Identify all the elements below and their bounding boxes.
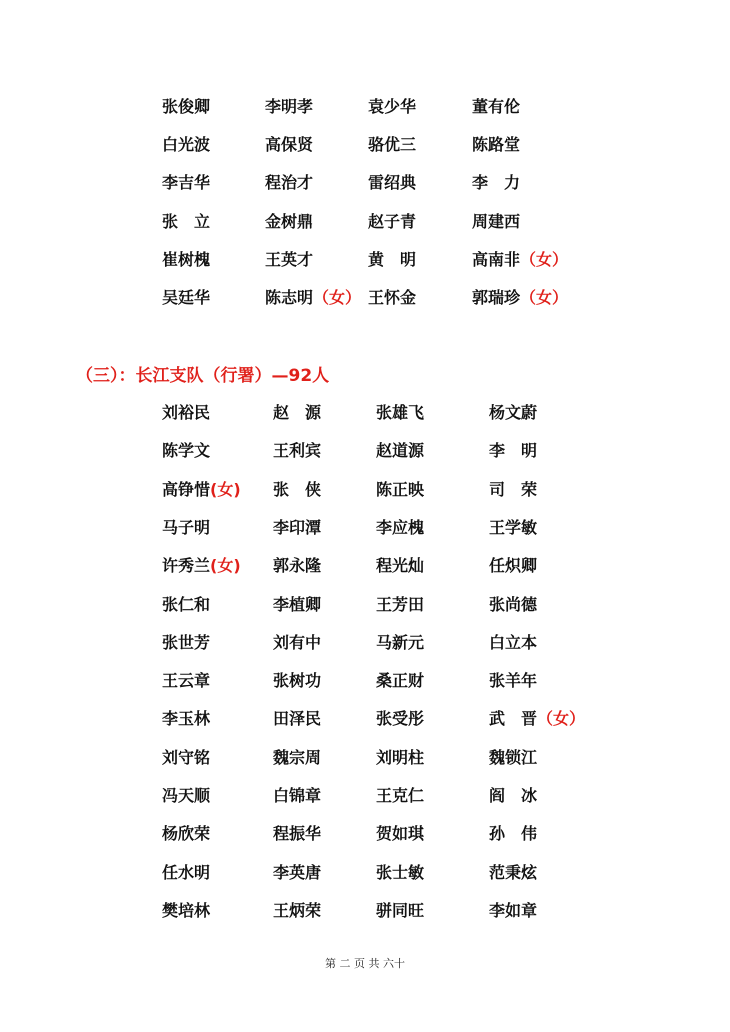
person-name — [273, 592, 321, 618]
section-heading: （三）：长江支队（行署）—92人 — [76, 366, 330, 386]
person-name — [472, 209, 520, 235]
person-name — [162, 515, 210, 541]
person-name — [376, 821, 424, 847]
person-name-text: 雷绍典 — [368, 173, 417, 193]
person-name-text: 张仁和 — [162, 594, 211, 614]
name-row — [0, 860, 730, 886]
person-name — [162, 209, 210, 235]
person-name-text: 张雄飞 — [376, 403, 425, 422]
person-name — [162, 400, 210, 426]
name-row — [0, 132, 730, 158]
person-name-text: 陈学文 — [162, 441, 211, 461]
person-name — [376, 783, 424, 809]
female-marker: (女) — [210, 556, 241, 576]
person-name-text: 王炳荣 — [273, 900, 322, 920]
person-name-text: 李吉华 — [162, 173, 211, 193]
female-marker: （女） — [313, 288, 362, 307]
person-name-text: 金树鼎 — [265, 211, 314, 231]
person-name-text: 桑正财 — [376, 671, 425, 691]
name-row — [0, 553, 730, 579]
person-name-text: 王学敏 — [489, 517, 538, 537]
person-name — [376, 438, 424, 464]
person-name — [162, 630, 210, 656]
person-name-text: 赵道源 — [376, 441, 425, 461]
person-name — [376, 592, 424, 618]
person-name — [489, 553, 537, 579]
person-name — [489, 630, 537, 656]
person-name-text: 李植卿 — [273, 594, 322, 614]
person-name-text: 武 晋 — [489, 709, 538, 729]
person-name — [273, 668, 321, 694]
person-name — [273, 553, 321, 579]
page-footer: 第 二 页 共 六十 — [325, 957, 405, 970]
person-name-text: 李如章 — [489, 900, 538, 920]
person-name-text: 白光波 — [162, 135, 211, 155]
name-row — [0, 668, 730, 694]
person-name — [472, 285, 568, 311]
person-name-text: 杨欣荣 — [162, 824, 211, 844]
person-name-text: 马子明 — [162, 517, 211, 537]
person-name — [265, 170, 313, 196]
person-name — [368, 170, 416, 196]
person-name — [472, 170, 520, 196]
person-name-text: 高铮惜 — [162, 479, 211, 499]
person-name-text: 王利宾 — [273, 441, 322, 461]
person-name — [273, 438, 321, 464]
person-name — [162, 821, 210, 847]
person-name-text: 任炽卿 — [489, 556, 538, 576]
name-row — [0, 592, 730, 618]
person-name — [376, 515, 424, 541]
person-name-text: 张世芳 — [162, 632, 211, 652]
person-name — [376, 553, 424, 579]
person-name-text: 魏锁江 — [489, 747, 538, 767]
person-name — [162, 745, 210, 771]
person-name — [376, 630, 424, 656]
person-name-text: 魏宗周 — [273, 747, 322, 767]
name-row — [0, 821, 730, 847]
person-name — [162, 438, 210, 464]
name-row — [0, 630, 730, 656]
person-name-text: 张受彤 — [376, 709, 425, 729]
person-name-text: 李印潭 — [273, 517, 322, 537]
person-name-text: 郭永隆 — [273, 556, 322, 576]
person-name — [273, 860, 321, 886]
person-name — [489, 821, 537, 847]
person-name-text: 郭瑞珍 — [472, 288, 521, 307]
person-name — [376, 477, 424, 503]
person-name-text: 张羊年 — [489, 671, 538, 691]
person-name-text: 田泽民 — [273, 709, 322, 729]
person-name-text: 孙 伟 — [489, 824, 538, 844]
person-name-text: 程治才 — [265, 173, 314, 193]
name-row — [0, 515, 730, 541]
name-row — [0, 477, 730, 503]
person-name-text: 李英唐 — [273, 862, 322, 882]
person-name — [273, 783, 321, 809]
person-name-text: 张 立 — [162, 211, 211, 231]
person-name-text: 冯天顺 — [162, 786, 211, 805]
person-name — [265, 94, 313, 120]
person-name — [376, 898, 424, 924]
name-row — [0, 745, 730, 771]
person-name-text: 张士敏 — [376, 862, 425, 882]
name-row — [0, 438, 730, 464]
person-name-text: 范秉炫 — [489, 862, 538, 882]
person-name-text: 任水明 — [162, 862, 211, 882]
person-name — [265, 247, 313, 273]
person-name-text: 张尚德 — [489, 594, 538, 614]
person-name-text: 董有伦 — [472, 97, 521, 116]
female-marker: （女） — [537, 709, 586, 729]
person-name — [273, 477, 321, 503]
person-name — [489, 438, 537, 464]
person-name — [472, 247, 568, 273]
person-name — [162, 783, 210, 809]
name-row — [0, 247, 730, 273]
person-name — [489, 860, 537, 886]
person-name-text: 李玉林 — [162, 709, 211, 729]
person-name — [162, 553, 241, 579]
person-name-text: 赵 源 — [273, 403, 322, 422]
person-name — [162, 860, 210, 886]
person-name-text: 吴廷华 — [162, 288, 211, 307]
name-row — [0, 285, 730, 311]
person-name — [273, 706, 321, 732]
person-name — [162, 592, 210, 618]
person-name — [489, 706, 585, 732]
person-name — [489, 668, 537, 694]
person-name — [489, 515, 537, 541]
person-name-text: 白锦章 — [273, 786, 322, 805]
person-name — [162, 477, 241, 503]
person-name-text: 刘裕民 — [162, 403, 211, 422]
person-name-text: 陈路堂 — [472, 135, 521, 155]
person-name-text: 刘有中 — [273, 632, 322, 652]
person-name — [273, 630, 321, 656]
person-name-text: 崔树槐 — [162, 249, 211, 269]
person-name — [162, 898, 210, 924]
person-name — [368, 285, 416, 311]
female-marker: （女） — [520, 249, 569, 269]
person-name-text: 李明孝 — [265, 97, 314, 116]
person-name-text: 程光灿 — [376, 556, 425, 576]
person-name-text: 骈同旺 — [376, 900, 425, 920]
person-name-text: 阎 冰 — [489, 786, 538, 805]
person-name-text: 陈正映 — [376, 479, 425, 499]
person-name-text: 李 力 — [472, 173, 521, 193]
name-row — [0, 706, 730, 732]
person-name — [162, 706, 210, 732]
person-name-text: 司 荣 — [489, 479, 538, 499]
person-name — [376, 400, 424, 426]
person-name-text: 王克仁 — [376, 786, 425, 805]
person-name-text: 高南非 — [472, 249, 521, 269]
person-name-text: 王怀金 — [368, 288, 417, 307]
person-name-text: 李应槐 — [376, 517, 425, 537]
person-name-text: 骆优三 — [368, 135, 417, 155]
person-name-text: 杨文蔚 — [489, 403, 538, 422]
person-name — [489, 592, 537, 618]
person-name — [376, 668, 424, 694]
person-name — [162, 668, 210, 694]
person-name-text: 黄 明 — [368, 249, 417, 269]
person-name-text: 白立本 — [489, 632, 538, 652]
person-name-text: 李 明 — [489, 441, 538, 461]
person-name-text: 程振华 — [273, 824, 322, 844]
person-name — [376, 706, 424, 732]
person-name — [273, 400, 321, 426]
person-name — [162, 132, 210, 158]
person-name — [273, 821, 321, 847]
person-name-text: 贺如琪 — [376, 824, 425, 844]
person-name — [162, 94, 210, 120]
person-name — [376, 860, 424, 886]
person-name — [265, 285, 361, 311]
person-name — [489, 400, 537, 426]
person-name-text: 王英才 — [265, 249, 314, 269]
person-name-text: 赵子青 — [368, 211, 417, 231]
person-name — [472, 132, 520, 158]
name-row — [0, 400, 730, 426]
person-name-text: 张树功 — [273, 671, 322, 691]
person-name — [162, 170, 210, 196]
person-name-text: 王云章 — [162, 671, 211, 691]
person-name — [265, 132, 313, 158]
name-row — [0, 170, 730, 196]
person-name — [368, 209, 416, 235]
person-name — [162, 247, 210, 273]
person-name — [472, 94, 520, 120]
person-name — [376, 745, 424, 771]
female-marker: (女) — [210, 479, 241, 499]
name-row — [0, 94, 730, 120]
person-name-text: 袁少华 — [368, 97, 417, 116]
person-name — [368, 132, 416, 158]
person-name — [273, 898, 321, 924]
name-row — [0, 898, 730, 924]
person-name — [162, 285, 210, 311]
person-name — [265, 209, 313, 235]
name-row — [0, 209, 730, 235]
person-name — [489, 783, 537, 809]
person-name-text: 樊培林 — [162, 900, 211, 920]
person-name-text: 许秀兰 — [162, 556, 211, 576]
person-name-text: 刘守铭 — [162, 747, 211, 767]
person-name — [489, 477, 537, 503]
person-name-text: 张 侠 — [273, 479, 322, 499]
person-name-text: 王芳田 — [376, 594, 425, 614]
person-name — [489, 898, 537, 924]
person-name — [273, 745, 321, 771]
person-name-text: 马新元 — [376, 632, 425, 652]
name-row — [0, 783, 730, 809]
person-name-text: 陈志明 — [265, 288, 314, 307]
person-name-text: 周建西 — [472, 211, 521, 231]
person-name — [368, 247, 416, 273]
person-name — [273, 515, 321, 541]
female-marker: （女） — [520, 288, 569, 307]
person-name-text: 张俊卿 — [162, 97, 211, 116]
person-name — [489, 745, 537, 771]
person-name-text: 刘明柱 — [376, 747, 425, 767]
person-name-text: 高保贤 — [265, 135, 314, 155]
person-name — [368, 94, 416, 120]
